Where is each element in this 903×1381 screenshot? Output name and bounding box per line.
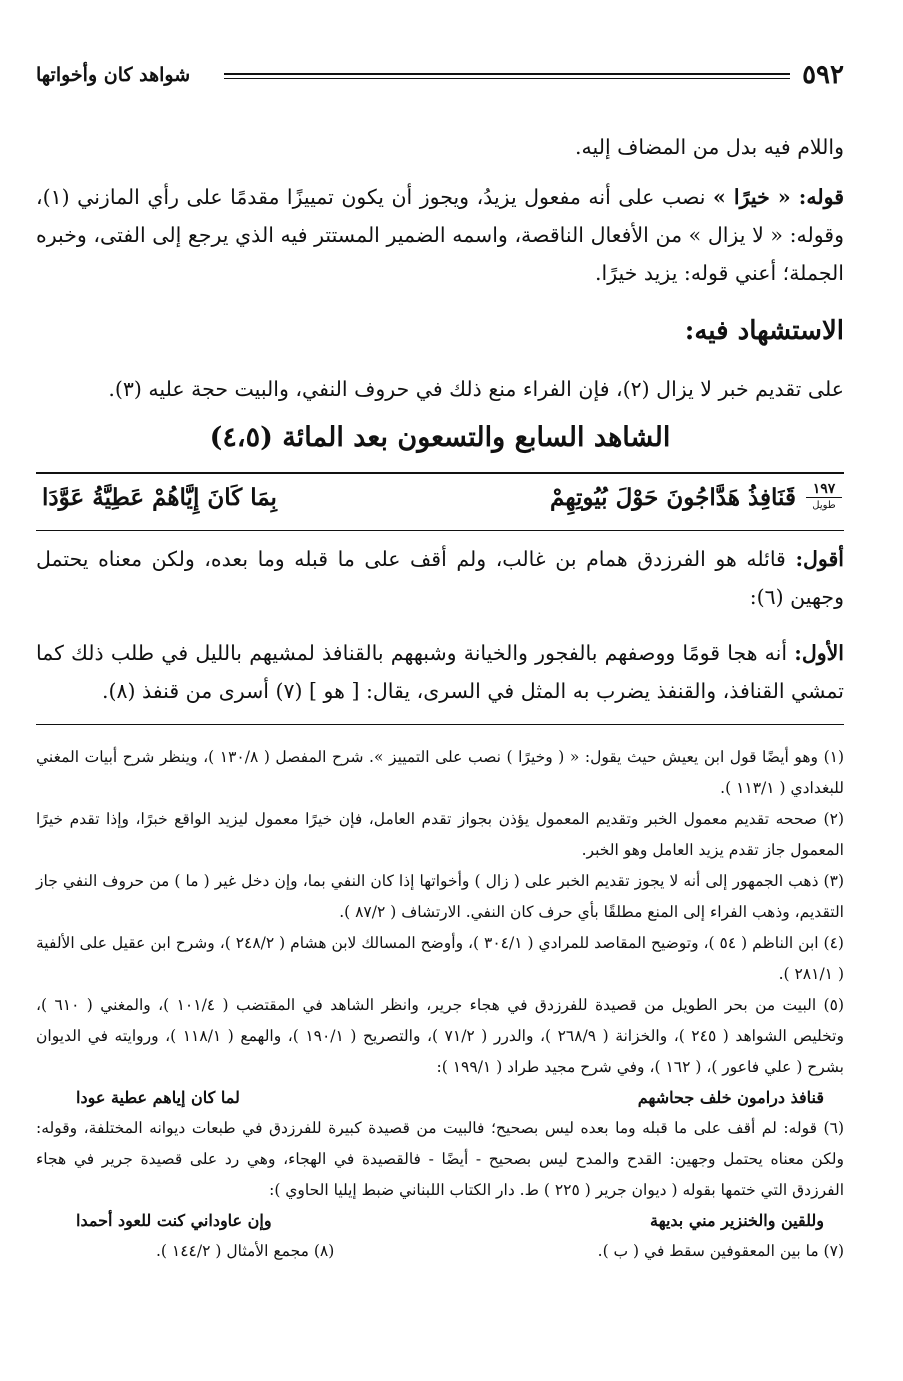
footnote-6: (٦) قوله: لم أقف على ما قبله وما بعده ليس بصحيح؛ فالبيت من قصيدة كبيرة للفرزدق في طبعات ديوانه المختلفة، وقوله: ولكن معناه يحتمل وجهين: القدح والمدح ليس بصحيح - أيضًا - فالقصيدة في الهجاء، وهي رد على قصيدة جرير في هجاء الفرزدق التي ختمها بقوله ( ديوان جرير ( ٢٢٥ ) ط. دار الكتاب اللبناني ضبط إيليا الحاوي ):: [36, 1119, 844, 1199]
footnote-5: (٥) البيت من بحر الطويل من قصيدة للفرزدق في هجاء جرير، وانظر الشاهد في المقتضب ( ١٠١/٤ )، والمغني ( ٦١٠ )، وتخليص الشواهد ( ٢٤٥ )، والخزانة ( ٢٦٨/٩ )، والدرر ( ٧١/٢ )، والتصريح ( ١٩٠/١ )، والهمع ( ١١٨/١ )، وروايته في الديوان بشرح ( علي فاعور )، ( ١٦٢ )، وفي شرح مجيد طراد ( ١٩٩/١ ):: [36, 996, 844, 1076]
footnote-4: (٤) ابن الناظم ( ٥٤ )، وتوضيح المقاصد للمرادي ( ٣٠٤/١ )، وأوضح المسالك لابن هشام ( ٢٤٨/٢ )، وشرح ابن عقيل على الألفية ( ٢٨١/١ ).: [36, 934, 844, 983]
footnote-6-verse-left: وإن عاوداني كنت للعود أحمدا: [76, 1211, 272, 1230]
footnote-2: (٢) صححه تقديم معمول الخبر وتقديم المعمول يؤذن بجواز تقدم العامل، فإن خيرًا معمول ليزيد الواقع خبرًا، وإذا تقدم خيرًا المعمول جاز تقدم يزيد العامل وهو الخبر.: [36, 810, 844, 859]
paragraph-5-lead: الأول:: [794, 641, 844, 665]
footnote-3: (٣) ذهب الجمهور إلى أنه لا يجوز تقديم الخبر على ( زال ) وأخواتها إذا كان النفي بما، وإن دخل غير ( ما ) من حروف النفي جاز التقديم، وذهب الفراء إلى المنع مطلقًا بأي حرف كان النفي. الارتشاف ( ٨٧/٢ ).: [36, 872, 844, 921]
paragraph-1: واللام فيه بدل من المضاف إليه.: [575, 135, 844, 159]
verse-hemistich-right: قَنَافِذُ هَدَّاجُونَ حَوْلَ بُيُوتِهِمْ: [550, 484, 796, 511]
footnote-5-verse-left: لما كان إياهم عطية عودا: [76, 1088, 240, 1107]
paragraph-5-text: أنه هجا قومًا ووصفهم بالفجور والخيانة وشبههم بالقنافذ لمشيهم بالليل في طلب ذلك كما تمشي القنافذ، والقنفذ يضرب به المثل في السرى، يقال: [ هو ] (٧) أسرى من قنفذ (٨).: [36, 641, 844, 703]
footnote-5-verse: [36, 1083, 844, 1113]
verse-number-value: ١٩٧: [806, 482, 842, 498]
footnote-7: (٧) ما بين المعقوفين سقط في ( ب ).: [597, 1242, 844, 1260]
paragraph-2: [36, 178, 844, 292]
verse-meter: طويل: [812, 500, 836, 511]
page-number: ٥٩٢: [802, 60, 844, 90]
verse-number: [806, 482, 842, 513]
footnote-6-verse-right: وللقين والخنزير مني بديهة: [649, 1211, 824, 1230]
quoted-word: قوله: « خيرًا »: [712, 185, 844, 209]
footnote-5-verse-right: قنافذ درامون خلف جحاشهم: [637, 1088, 824, 1107]
footnotes: [36, 742, 844, 1267]
footnote-row-7-8: [36, 1236, 844, 1267]
footnote-1: (١) وهو أيضًا قول ابن يعيش حيث يقول: « ( وخيرًا ) نصب على التمييز ». شرح المفصل ( ١٣٠/٨ )، وينظر شرح أبيات المغني للبغدادي ( ١١٣/١ ).: [36, 748, 845, 797]
paragraph-5: [36, 634, 844, 710]
footnote-8: (٨) مجمع الأمثال ( ١٤٤/٢ ).: [156, 1242, 335, 1260]
paragraph-4-lead: أقول:: [795, 547, 844, 571]
paragraph-2-text: نصب على أنه مفعول يزيدُ، ويجوز أن يكون تمييزًا مقدمًا على رأي المازني (١)، وقوله: « لا يزال » من الأفعال الناقصة، واسمه الضمير المستتر فيه الذي يرجع إلى الفتى، وخبره الجملة؛ أعني قوله: يزيد خيرًا.: [36, 185, 844, 285]
header-rule: [224, 73, 790, 79]
verse-hemistich-left: بِمَا كَانَ إِيَّاهُمْ عَطِيَّةُ عَوَّدَا: [42, 484, 277, 511]
paragraph-4-text: قائله هو الفرزدق همام بن غالب، ولم أقف على ما قبله وما بعده، ولكن معناه يحتمل وجهين (٦):: [36, 547, 844, 609]
page-header: [36, 60, 844, 96]
verse-box: [36, 472, 844, 531]
paragraph-4: [36, 540, 844, 616]
shahid-title: الشاهد السابع والتسعون بعد المائة (٤،٥): [209, 422, 671, 453]
footnote-divider: [36, 724, 844, 725]
running-title: شواهد كان وأخواتها: [36, 64, 191, 86]
footnote-6-verse: [36, 1206, 844, 1236]
section-heading: الاستشهاد فيه:: [684, 316, 844, 346]
paragraph-3: على تقديم خبر لا يزال (٢)، فإن الفراء منع ذلك في حروف النفي، والبيت حجة عليه (٣).: [108, 377, 844, 401]
